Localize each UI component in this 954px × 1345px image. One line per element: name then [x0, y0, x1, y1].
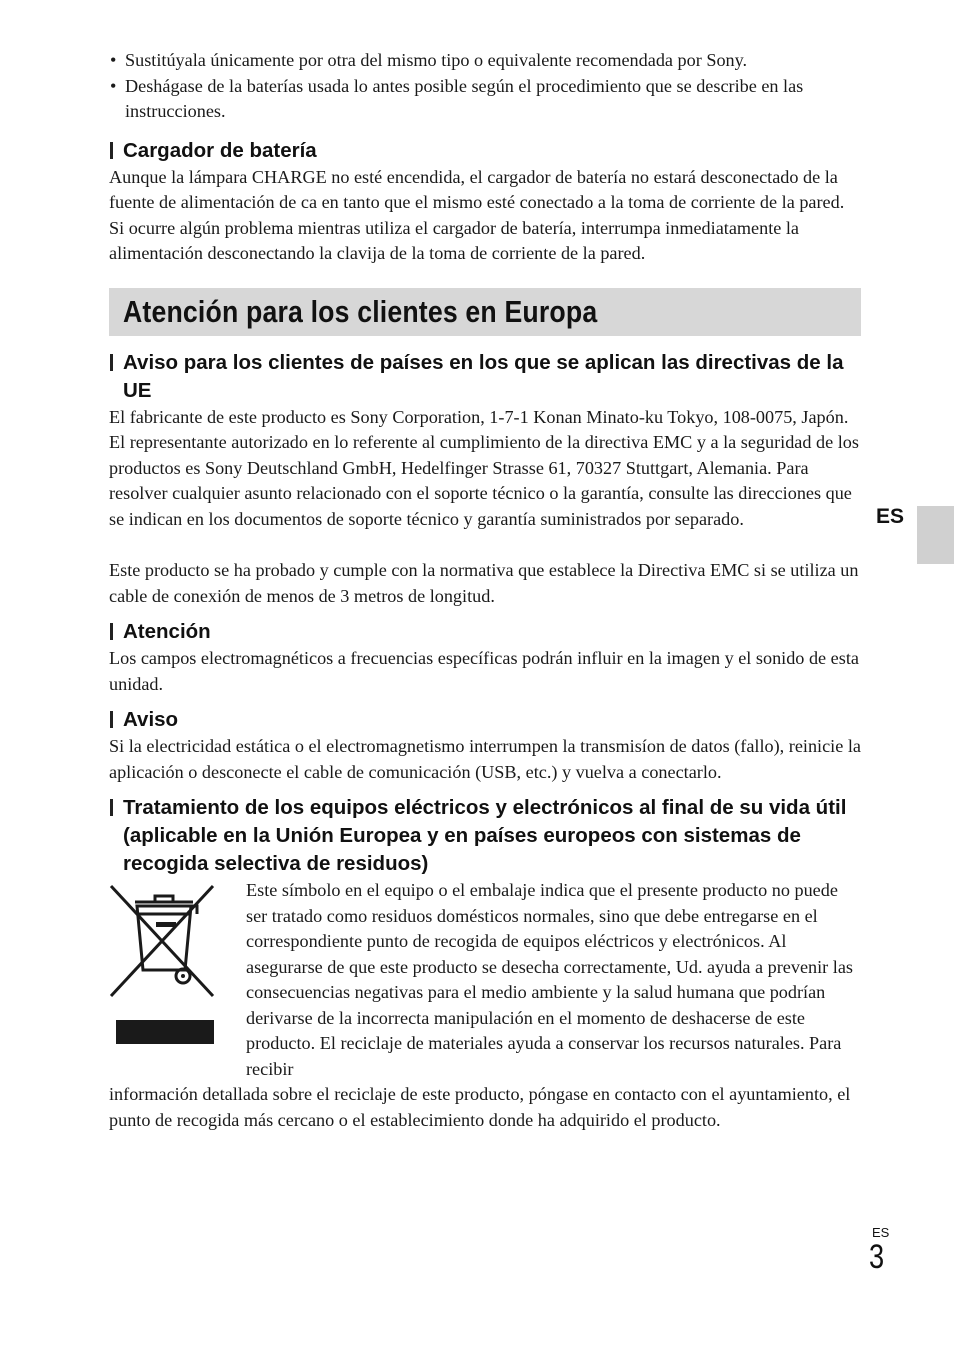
section-title: Atención para los clientes en Europa [123, 293, 598, 329]
charger-heading: Cargador de batería [109, 137, 861, 165]
list-item: • Deshágase de la baterías usada lo antes posible según el procedimiento que se describe en las instrucciones. [109, 74, 861, 125]
page-number: 3 [869, 1238, 885, 1276]
language-side-label: ES [876, 505, 905, 528]
notice-text: Si la electricidad estática o el electromagnetismo interrumpen la transmisíon de datos (fallo), reinicie la aplicación o desconecte el cable de comunicación (USB, etc.) y vuelva a conectarlo. [109, 736, 861, 782]
eu-notice-heading: Aviso para los clientes de países en los que se aplican las directivas de la UE [109, 349, 861, 405]
notice-heading: Aviso [109, 706, 861, 734]
page-content [109, 48, 861, 1133]
weee-heading: Tratamiento de los equipos eléctricos y electrónicos al final de su vida útil (aplicable en la Unión Europea y en países europeos con sistemas de recogida selectiva de residuos) [109, 794, 861, 878]
section-title-band [109, 288, 861, 336]
weee-block [109, 878, 861, 1082]
footer-language: ES [872, 1225, 890, 1240]
weee-text-beside: Este símbolo en el equipo o el embalaje indica que el presente producto no puede ser tratado como residuos domésticos normales, sino que debe entregarse en el correspondiente punto de recogida de equipos eléctricos y electrónicos. Al asegurarse de que este producto se desecha correctamente, Ud. ayuda a prevenir las consecuencias negativas para el medio ambiente y la salud humana que podrían derivarse de la incorrecta manipulación en el momento de deshacerse de este producto. El reciclaje de materiales ayuda a conservar los recursos naturales. Para recibir [246, 880, 853, 1079]
crossed-out-wheelie-bin-icon [109, 884, 215, 1044]
charger-text: Aunque la lámpara CHARGE no esté encendida, el cargador de batería no estará desconectado de la fuente de alimentación de ca en tanto que el mismo esté conectado a la toma de corriente de la pared. Si ocurre algún problema mientras utiliza el cargador de batería, interrumpa inmediatamente la alimentación desconectando la clavija de la toma de corriente de la pared. [109, 166, 845, 263]
eu-notice-paragraph-2: Este producto se ha probado y cumple con la normativa que establece la Directiva EMC si se utiliza un cable de conexión de menos de 3 metros de longitud. [109, 560, 859, 606]
attention-heading: Atención [109, 618, 861, 646]
list-item: • Sustitúyala únicamente por otra del mismo tipo o equivalente recomendada por Sony. [109, 48, 861, 74]
language-side-tab [917, 506, 954, 564]
eu-notice-paragraph-1: El fabricante de este producto es Sony Corporation, 1-7-1 Konan Minato-ku Tokyo, 108-0075, Japón. El representante autorizado en lo referente al cumplimiento de la directiva EMC y a la seguridad de los productos es Sony Deutschland GmbH, Hedelfinger Strasse 61, 70327 Stuttgart, Alemania. Para resolver cualquier asunto relacionado con el soporte técnico o la garantía, consulte las direcciones que se indican en los documentos de soporte técnico y garantía suministrados por separado. [109, 406, 859, 529]
attention-text: Los campos electromagnéticos a frecuencias específicas podrán influir en la imagen y el sonido de esta unidad. [109, 648, 859, 694]
battery-bullet-list [109, 48, 861, 125]
weee-text-below: información detallada sobre el reciclaje de este producto, póngase en contacto con el ayuntamiento, el punto de recogida más cercano o el establecimiento donde ha adquirido el producto. [109, 1084, 851, 1130]
